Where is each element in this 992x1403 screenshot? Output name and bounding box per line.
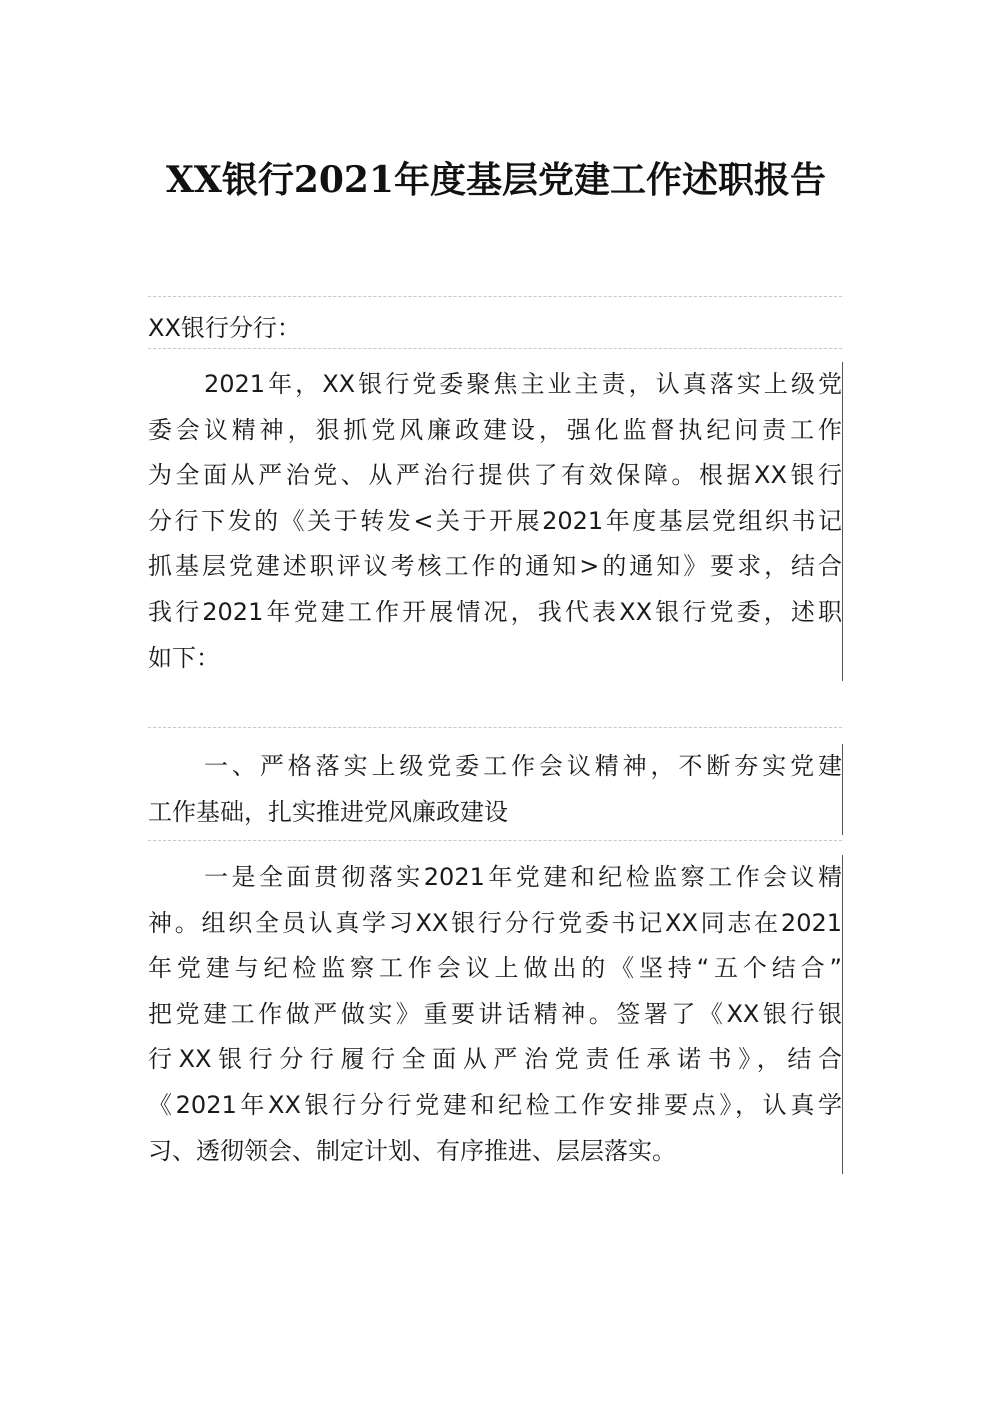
divider bbox=[148, 296, 842, 297]
paragraph-line: 抓基层党建述职评议考核工作的通知>的通知》要求，结合 bbox=[148, 552, 842, 581]
paragraph-line: 我行2021年党建工作开展情况，我代表XX银行党委，述职 bbox=[148, 597, 842, 626]
salutation: XX银行分行： bbox=[148, 314, 301, 342]
paragraph-intro bbox=[148, 362, 843, 681]
paragraph-line: 委会议精神，狠抓党风廉政建设，强化监督执纪问责工作 bbox=[148, 415, 842, 444]
divider bbox=[148, 840, 842, 841]
paragraph-line: 如下： bbox=[148, 643, 220, 672]
paragraph-line: 《2021年XX银行分行党建和纪检工作安排要点》，认真学 bbox=[148, 1090, 842, 1119]
divider bbox=[148, 348, 842, 349]
paragraph-line: 神。组织全员认真学习XX银行分行党委书记XX同志在2021 bbox=[148, 908, 842, 937]
section-heading bbox=[148, 744, 843, 835]
divider bbox=[148, 727, 842, 728]
paragraph-line: 工作基础，扎实推进党风廉政建设 bbox=[148, 797, 508, 826]
paragraph-line: 一是全面贯彻落实2021年党建和纪检监察工作会议精 bbox=[204, 863, 842, 891]
paragraph-body bbox=[148, 855, 843, 1174]
paragraph-line: 行XX银行分行履行全面从严治党责任承诺书》，结合 bbox=[148, 1045, 842, 1074]
paragraph-line: 习、透彻领会、制定计划、有序推进、层层落实。 bbox=[148, 1136, 676, 1165]
paragraph-line: 年党建与纪检监察工作会议上做出的《坚持“五个结合” bbox=[148, 954, 842, 983]
paragraph-line: 分行下发的《关于转发<关于开展2021年度基层党组织书记 bbox=[148, 506, 842, 535]
paragraph-line: 一、严格落实上级党委工作会议精神，不断夯实党建 bbox=[204, 752, 842, 780]
paragraph-line: 为全面从严治党、从严治行提供了有效保障。根据XX银行 bbox=[148, 461, 842, 490]
paragraph-line: 把党建工作做严做实》重要讲话精神。签署了《XX银行银 bbox=[148, 999, 842, 1028]
document-title: XX银行2021年度基层党建工作述职报告 bbox=[165, 159, 827, 201]
paragraph-line: 2021年，XX银行党委聚焦主业主责，认真落实上级党 bbox=[204, 370, 842, 398]
